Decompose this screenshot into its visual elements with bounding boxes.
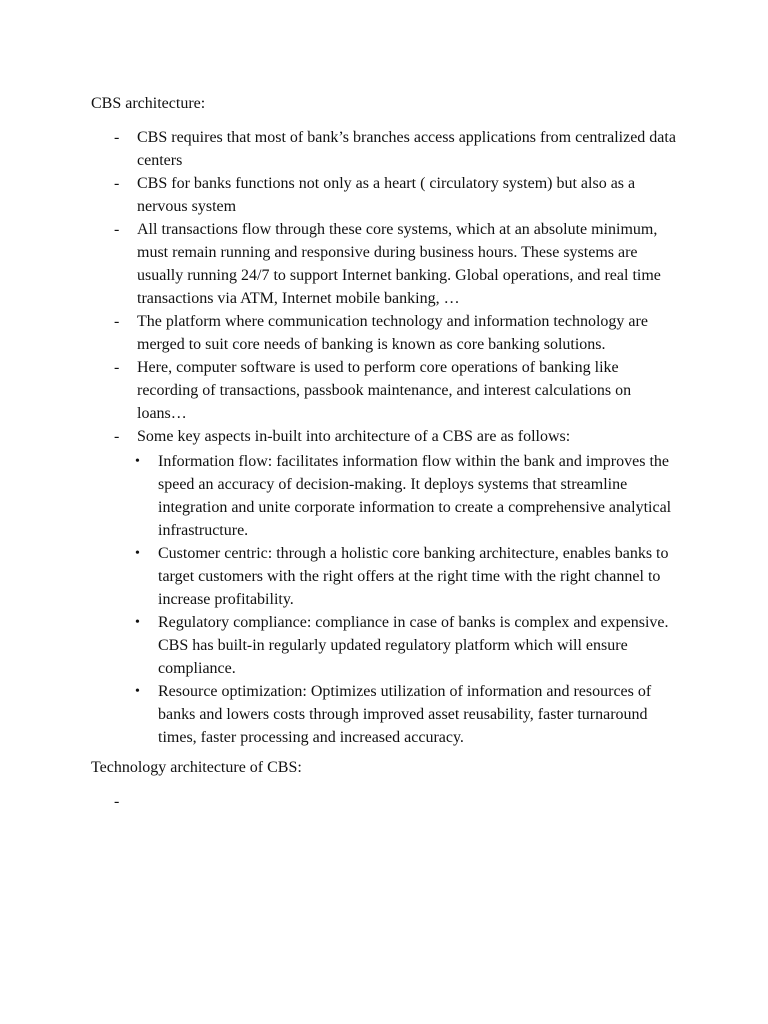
list-item <box>0 310 677 356</box>
section-heading-cbs-architecture: CBS architecture: <box>91 95 206 112</box>
dash-marker: - <box>114 129 120 146</box>
bullet-item <box>0 680 676 749</box>
bullet-item-text: Information flow: facilitates information flow within the bank and improves the speed an accuracy of decision-making. It deploys systems that streamline integration and unite corporate information to create a comprehensive analytical infrastructure. <box>158 453 672 539</box>
bullet-item-text: Customer centric: through a holistic core banking architecture, enables banks to target customers with the right offers at the right time with the right channel to increase profitability. <box>158 545 669 608</box>
list-item <box>0 356 677 425</box>
dash-marker: - <box>114 428 120 445</box>
list-item-text: Some key aspects in-built into architecture of a CBS are as follows: <box>137 428 571 445</box>
dash-marker: - <box>114 313 120 330</box>
bullet-marker: • <box>135 684 140 699</box>
bullet-marker: • <box>135 615 140 630</box>
empty-dash-marker: - <box>114 793 120 810</box>
list-item-text: The platform where communication technology and information technology are merged to suit core needs of banking is known as core banking solutions. <box>137 313 648 353</box>
list-item <box>0 218 677 310</box>
bullet-item-text: Resource optimization: Optimizes utilization of information and resources of banks and lowers costs through improved asset reusability, faster turnaround times, faster processing and increased accuracy. <box>158 683 652 746</box>
dash-marker: - <box>114 175 120 192</box>
section-heading-technology-architecture: Technology architecture of CBS: <box>91 759 302 776</box>
bullet-item <box>0 542 676 611</box>
list-item <box>0 126 677 172</box>
list-item <box>0 425 677 749</box>
list-item-text: CBS for banks functions not only as a heart ( circulatory system) but also as a nervous system <box>137 175 636 215</box>
bullet-marker: • <box>135 454 140 469</box>
list-item <box>0 172 677 218</box>
dash-list <box>0 126 768 749</box>
bullet-list <box>137 450 677 749</box>
bullet-item <box>0 450 676 542</box>
list-item-text: Here, computer software is used to perform core operations of banking like recording of transactions, passbook maintenance, and interest calculations on loans… <box>137 359 632 422</box>
bullet-marker: • <box>135 546 140 561</box>
bullet-item <box>0 611 676 680</box>
dash-marker: - <box>114 359 120 376</box>
list-item-text: CBS requires that most of bank’s branches access applications from centralized data centers <box>137 129 676 169</box>
bullet-item-text: Regulatory compliance: compliance in case of banks is complex and expensive. CBS has built-in regularly updated regulatory platform which will ensure compliance. <box>158 614 669 677</box>
dash-marker: - <box>114 221 120 238</box>
list-item-text: All transactions flow through these core systems, which at an absolute minimum, must remain running and responsive during business hours. These systems are usually running 24/7 to support Internet banking. Global operations, and real time transactions via ATM, Internet mobile banking, … <box>137 221 661 307</box>
